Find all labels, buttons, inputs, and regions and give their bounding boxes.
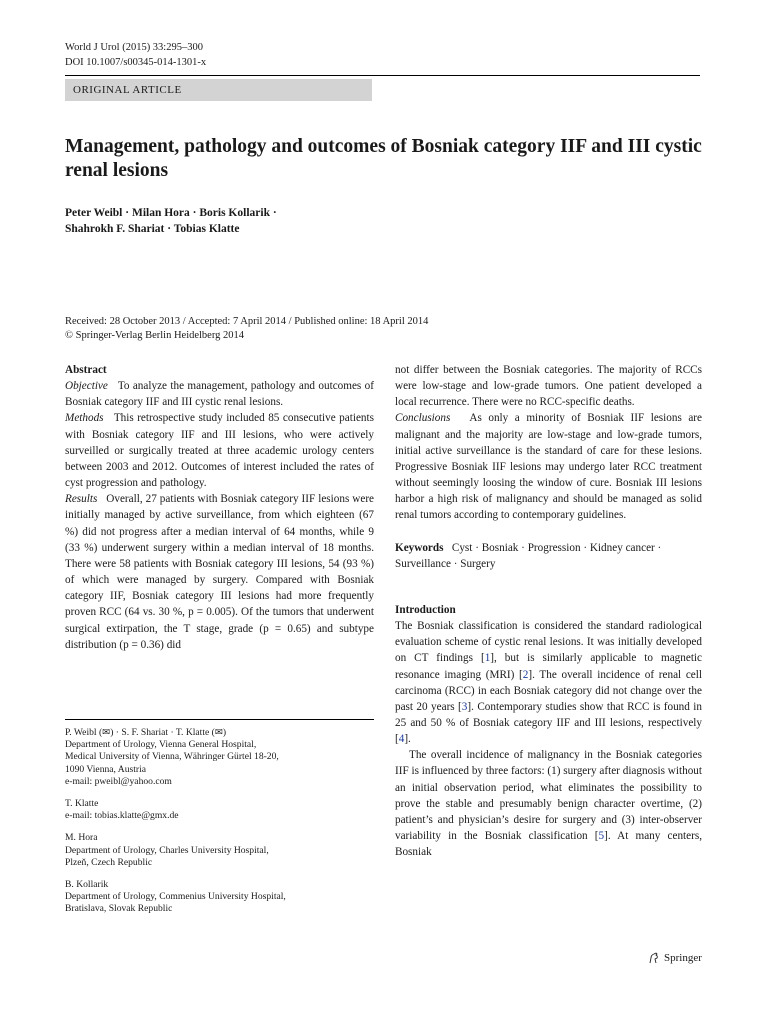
ref-link-3[interactable]: 3 (461, 700, 468, 713)
springer-horse-icon (648, 952, 660, 964)
intro-p1-text-e: ]. (404, 733, 411, 746)
affiliation-entry (65, 879, 374, 916)
publisher-name: Springer (664, 952, 702, 964)
intro-p1-text-c: ]. The overall incidence of renal cell carcinoma (RCC) in each Bosniak category did not change over the past 20 years [ (395, 668, 702, 713)
affiliation-line: e-mail: tobias.klatte@gmx.de (65, 810, 179, 822)
affiliation-line: P. Weibl (✉) · S. F. Shariat · T. Klatte (✉) (65, 727, 227, 738)
ref-link-1[interactable]: 1 (484, 652, 491, 665)
keywords-label: Keywords (395, 541, 444, 554)
affiliation-rule (65, 719, 374, 720)
authors-line-2: Shahrokh F. Shariat · Tobias Klatte (65, 223, 240, 235)
affiliation-line: Department of Urology, Vienna General Hospital, (65, 739, 257, 751)
affiliation-line: Medical University of Vienna, Währinger Gürtel 18-20, (65, 751, 279, 763)
abstract-right-column (395, 362, 702, 860)
journal-citation (65, 40, 206, 70)
publisher-footer (648, 952, 702, 964)
publication-dates (65, 315, 705, 342)
affiliation-entry (65, 832, 374, 869)
affiliation-line: M. Hora (65, 832, 98, 844)
conclusions-text: As only a minority of Bosniak IIF lesions are malignant and the majority are low-stage and low-grade tumors, initial active surveillance is the standard of care for these lesions. Progressive Bosniak IIF lesions may undergo later RCC treatment without seemingly loosing the window of cure. Bosniak III lesions harbor a high risk of malignancy and should be managed as solid renal tumors according to contemporary guidelines. (395, 412, 703, 522)
ref-link-2[interactable]: 2 (522, 668, 529, 681)
ref-link-4[interactable]: 4 (398, 733, 405, 746)
affiliation-line: Plzeň, Czech Republic (65, 856, 153, 868)
author-list (65, 205, 485, 237)
abstract-results (65, 491, 374, 653)
dates-line: Received: 28 October 2013 / Accepted: 7 April 2014 / Published online: 18 April 2014 (65, 316, 429, 327)
header-rule (65, 75, 700, 76)
results-text: Overall, 27 patients with Bosniak category IIF lesions were initially managed by active surveillance, from which eighteen (67 %) did not progress after a median interval of 64 months, while 9 (33 %) underwent surgery within a median interval of 18 months. There were 58 patients with Bosniak category III lesions, 54 (93 %) of which were managed by surgery. Compared with Bosniak category IIF, Bosniak category III lesions had more frequently proven RCC (64 vs. 30 %, p = 0.005). Of the tumors that underwent surgical extirpation, the T stage, grade (p = 0.65) and subtype distribution (p = 0.36) did (65, 493, 375, 651)
authors-line-1: Peter Weibl · Milan Hora · Boris Kollarik · (65, 207, 277, 219)
article-title: Management, pathology and outcomes of Bosniak category IIF and III cystic renal lesions (65, 136, 702, 181)
conclusions-label: Conclusions (395, 412, 451, 425)
abstract-conclusions (395, 410, 702, 523)
copyright-line: © Springer-Verlag Berlin Heidelberg 2014 (65, 329, 245, 341)
affiliation-line: e-mail: pweibl@yahoo.com (65, 775, 172, 787)
intro-p1-text-d: ]. Contemporary studies show that RCC is found in 25 and 50 % of Bosniak category IIF and III lesions, respectively [ (395, 700, 702, 746)
affiliation-line: 1090 Vienna, Austria (65, 763, 147, 775)
affiliation-line: T. Klatte (65, 798, 99, 810)
affiliation-entry (65, 727, 374, 788)
intro-paragraph-2 (395, 747, 702, 860)
abstract-left-column (65, 362, 374, 653)
article-type-banner: ORIGINAL ARTICLE (65, 79, 372, 101)
intro-p1-text-a: The Bosniak classification is considered the standard radiological evaluation scheme of cystic renal lesions. It was initially developed on CT findings [ (395, 620, 702, 665)
methods-label: Methods (65, 412, 104, 425)
intro-p2-text-a: The overall incidence of malignancy in the Bosniak categories IIF is influenced by three factors: (1) surgery after diagnosis without an initial observation period, what eliminates the possibility to prove the stable and presumably benign character overtime, (2) patient’s and physician’s desire for surgery and (3) inter-observer variability in the Bosniak classification [ (395, 749, 702, 843)
affiliation-line: Department of Urology, Commenius University Hospital, (65, 891, 286, 903)
ref-link-5[interactable]: 5 (598, 830, 605, 843)
affiliation-entry (65, 798, 374, 822)
methods-text: This retrospective study included 85 consecutive patients with Bosniak category IIF and III lesions, who were actively surveilled or surgically treated at three academic urology centers between 2003 and 2012. Outcomes of interest included the rates of cyst progression and pathology. (65, 412, 374, 490)
intro-paragraph-1 (395, 618, 702, 747)
introduction-heading: Introduction (395, 603, 456, 616)
doi-line[interactable]: DOI 10.1007/s00345-014-1301-x (65, 57, 207, 68)
results-label: Results (65, 493, 98, 506)
objective-text: To analyze the management, pathology and outcomes of Bosniak category IIF and III cystic renal lesions. (65, 380, 374, 409)
affiliation-line: Bratislava, Slovak Republic (65, 903, 173, 915)
abstract-objective (65, 378, 374, 410)
intro-p1-text-b: ], but is similarly applicable to magnetic resonance imaging (MRI) [ (395, 652, 702, 681)
affiliations-block (65, 727, 374, 926)
journal-line: World J Urol (2015) 33:295–300 (65, 42, 203, 53)
intro-p2-text-b: ]. At many centers, Bosniak (395, 830, 702, 859)
affiliation-line: B. Kollarik (65, 879, 109, 891)
abstract-methods (65, 410, 374, 491)
keywords (395, 540, 702, 572)
results-continued: not differ between the Bosniak categories. The majority of RCCs were low-stage and low-grade tumors. One patient developed a local recurrence. There were no RCC-specific deaths. (395, 364, 702, 409)
abstract-heading: Abstract (65, 364, 107, 376)
affiliation-line: Department of Urology, Charles University Hospital, (65, 844, 269, 856)
keywords-text: Cyst · Bosniak · Progression · Kidney cancer · Surveillance · Surgery (395, 541, 662, 570)
objective-label: Objective (65, 380, 108, 393)
